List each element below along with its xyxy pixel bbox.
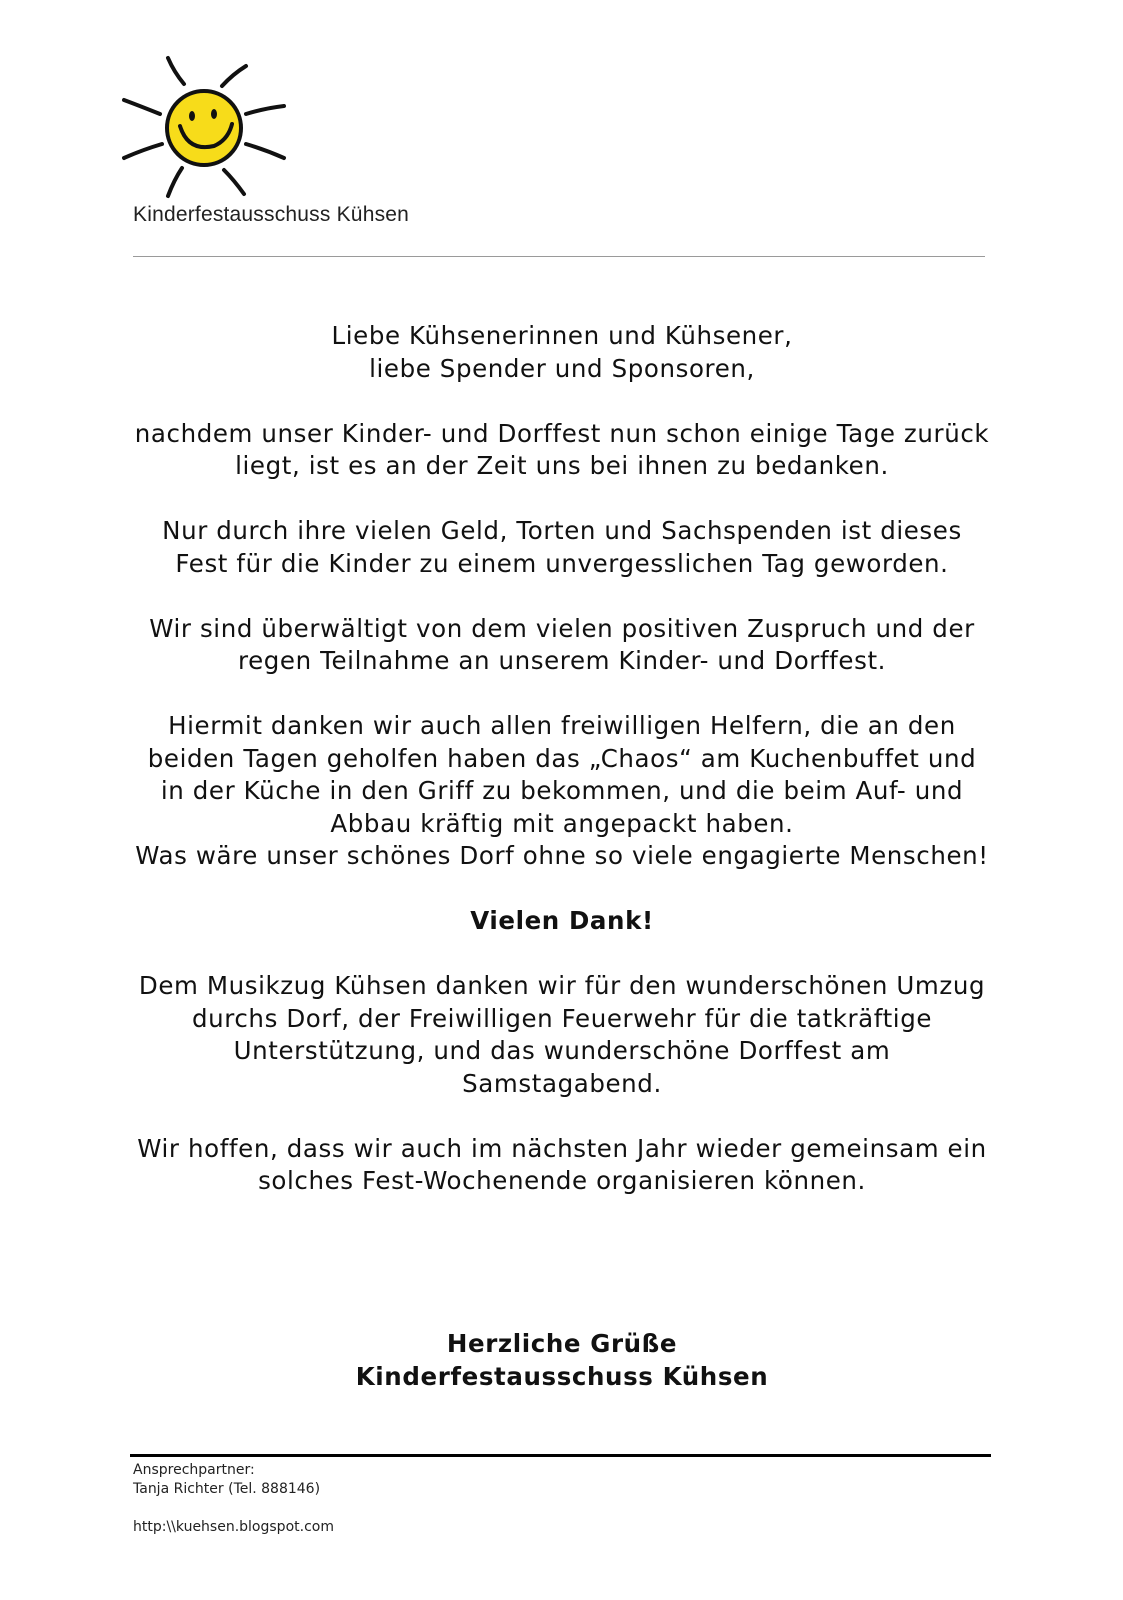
salutation-line-1: Liebe Kühsenerinnen und Kühsener, — [331, 321, 793, 350]
paragraph-4-helpers: Hiermit danken wir auch allen freiwilligen Helfern, die an den beiden Tagen geholfen haben das „Chaos“ am Kuchenbuffet und in der Küche in den Griff zu bekommen, und die beim Auf- und Abbau kräftig mit angepackt haben. — [147, 711, 977, 838]
header-divider — [133, 256, 985, 257]
contact-label: Ansprechpartner: — [133, 1462, 255, 1478]
footer — [133, 1461, 334, 1537]
contact-person: Tanja Richter (Tel. 888146) — [133, 1481, 321, 1497]
letter-body — [133, 320, 991, 1230]
paragraph-4-question: Was wäre unser schönes Dorf ohne so viele engagierte Menschen! — [135, 841, 989, 870]
salutation-line-2: liebe Spender und Sponsoren, — [369, 353, 755, 383]
organization-name: Kinderfestausschuss Kühsen — [133, 203, 410, 226]
website-link[interactable]: http:\\kuehsen.blogspot.com — [133, 1519, 334, 1535]
paragraph-4 — [133, 710, 991, 873]
paragraph-1: nachdem unser Kinder- und Dorffest nun schon einige Tage zurück liegt, ist es an der Zeit uns bei ihnen zu bedanken. — [134, 418, 990, 480]
paragraph-5: Dem Musikzug Kühsen danken wir für den wunderschönen Umzug durchs Dorf, der Freiwilligen Feuerwehr für die tatkräftige Unterstützung, und das wunderschöne Dorffest am Samstagabend. — [138, 971, 986, 1098]
smiling-sun-icon — [118, 52, 290, 202]
closing-block — [133, 1328, 991, 1393]
paragraph-6: Wir hoffen, dass wir auch im nächsten Jahr wieder gemeinsam ein solches Fest-Wochenende organisieren können. — [137, 1133, 987, 1195]
thanks-heading: Vielen Dank! — [470, 906, 654, 935]
footer-divider — [130, 1454, 991, 1457]
salutation — [133, 320, 991, 385]
paragraph-3: Wir sind überwältigt von dem vielen positiven Zuspruch und der regen Teilnahme an unserem Kinder- und Dorffest. — [149, 613, 975, 675]
paragraph-2: Nur durch ihre vielen Geld, Torten und Sachspenden ist dieses Fest für die Kinder zu einem unvergesslichen Tag geworden. — [162, 516, 962, 578]
closing-greeting: Herzliche Grüße — [446, 1329, 678, 1358]
closing-signature: Kinderfestausschuss Kühsen — [355, 1361, 769, 1391]
